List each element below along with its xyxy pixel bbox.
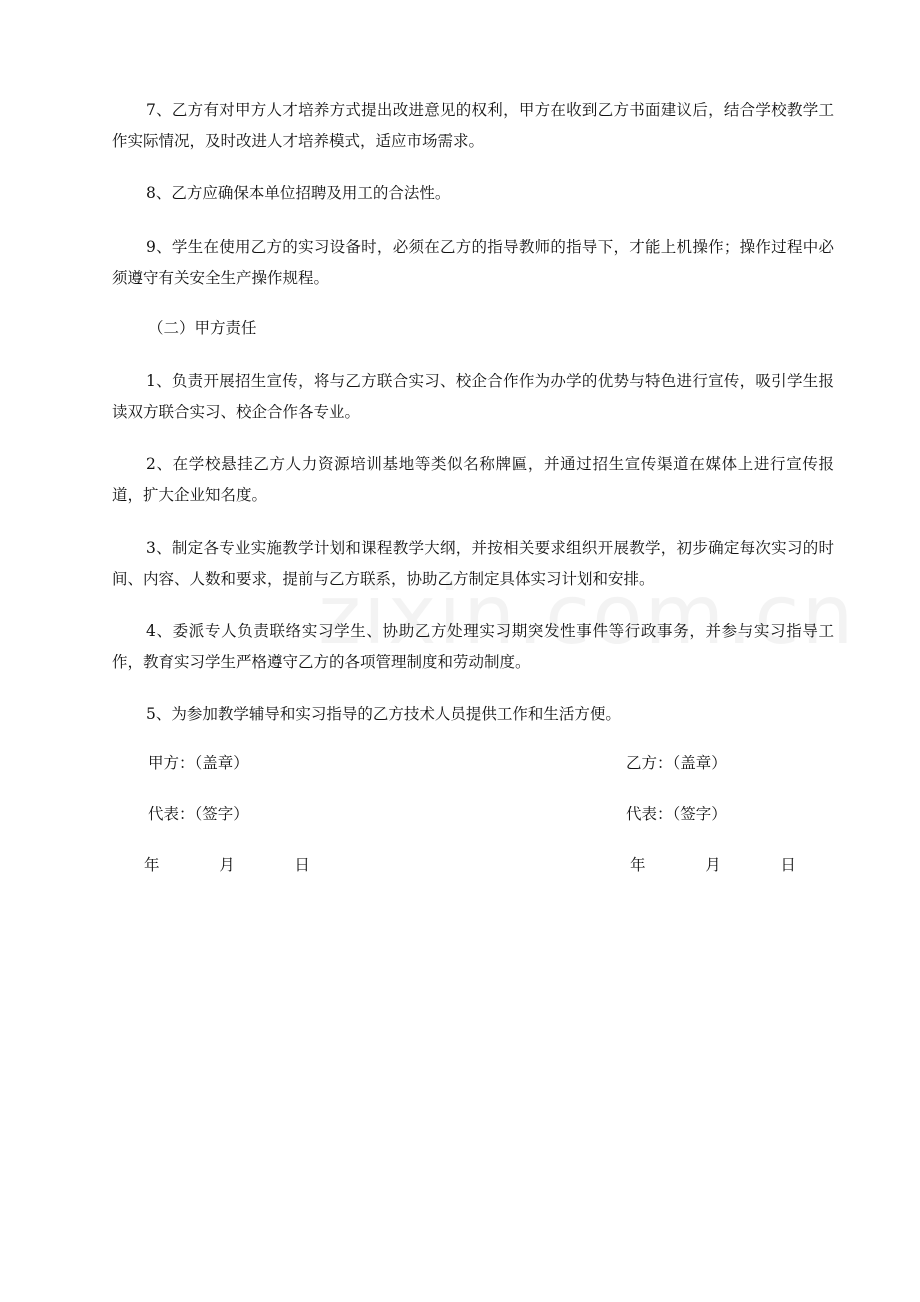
party-a-duty-5: 5、为参加教学辅导和实习指导的乙方技术人员提供工作和生活方便。 [146, 705, 621, 723]
clause-9: 9、学生在使用乙方的实习设备时，必须在乙方的指导教师的指导下，才能上机操作；操作过程中必须遵守有关安全生产操作规程。 [112, 238, 834, 287]
party-b-date: 年 月 日 [630, 856, 796, 874]
party-a-date: 年 月 日 [144, 856, 310, 874]
party-b-seal: 乙方：（盖章） [626, 754, 727, 772]
party-a-duty-3: 3、制定各专业实施教学计划和课程教学大纲，并按相关要求组织开展教学，初步确定每次实习的时间、内容、人数和要求，提前与乙方联系，协助乙方制定具体实习计划和安排。 [112, 539, 834, 588]
party-a-representative: 代表：（签字） [148, 805, 249, 823]
party-a-duty-1: 1、负责开展招生宣传，将与乙方联合实习、校企合作作为办学的优势与特色进行宣传，吸引学生报读双方联合实习、校企合作各专业。 [112, 372, 834, 421]
clause-8: 8、乙方应确保本单位招聘及用工的合法性。 [146, 184, 451, 202]
clause-7: 7、乙方有对甲方人才培养方式提出改进意见的权利，甲方在收到乙方书面建议后，结合学校教学工作实际情况，及时改进人才培养模式，适应市场需求。 [112, 101, 834, 150]
party-a-seal: 甲方：（盖章） [148, 754, 249, 772]
section-heading: （二）甲方责任 [148, 319, 257, 337]
party-b-representative: 代表：（签字） [626, 805, 727, 823]
party-a-duty-2: 2、在学校悬挂乙方人力资源培训基地等类似名称牌匾，并通过招生宣传渠道在媒体上进行宣传报道，扩大企业知名度。 [112, 455, 834, 504]
party-a-duty-4: 4、委派专人负责联络实习学生、协助乙方处理实习期突发性事件等行政事务，并参与实习指导工作，教育实习学生严格遵守乙方的各项管理制度和劳动制度。 [112, 622, 834, 671]
